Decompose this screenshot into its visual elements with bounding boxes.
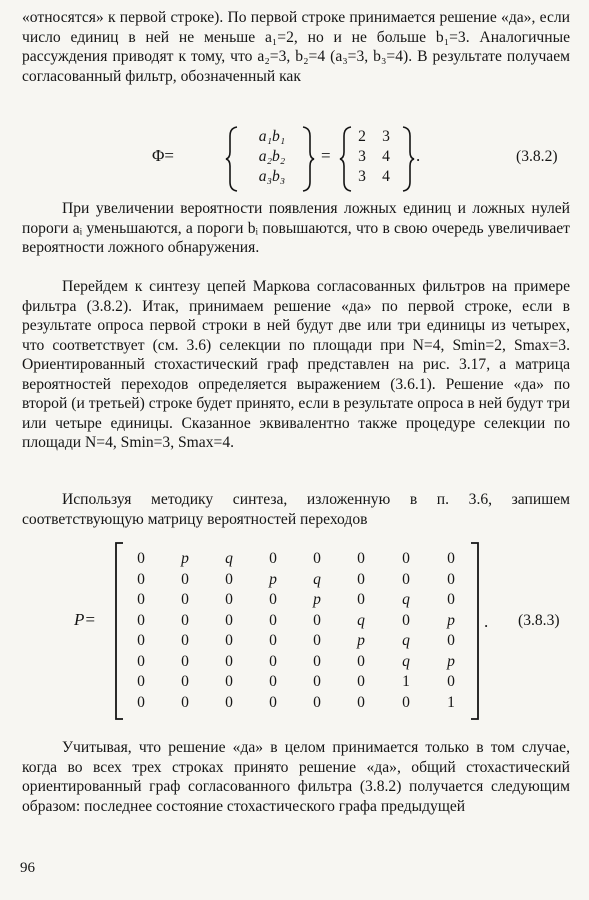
matrix-entry: 0 (137, 652, 145, 670)
phi-matrix-entry: 3 (382, 128, 390, 145)
phi-matrix-entry: 4 (382, 168, 390, 185)
matrix-entry: 0 (181, 611, 189, 629)
matrix-entry: 0 (313, 673, 321, 690)
matrix-entry: 0 (313, 611, 321, 629)
p-lhs: P= (74, 610, 96, 629)
matrix-entry: 0 (137, 550, 145, 567)
matrix-entry: q (402, 632, 410, 649)
paragraph-4: Используя методику синтеза, изложенную в п. 3.6, запишем соответствующую матрицу вероятностей переходов (22, 491, 570, 528)
matrix-entry: 0 (269, 673, 277, 690)
matrix-entry: 0 (357, 550, 365, 567)
matrix-entry: 0 (447, 632, 455, 649)
matrix-entry: 0 (225, 632, 233, 649)
matrix-entry: 0 (225, 611, 233, 629)
phi-left-entry: a₃b₃ (258, 168, 286, 185)
matrix-entry: 0 (137, 632, 145, 649)
matrix-entry: 0 (181, 632, 189, 649)
matrix-entry: q (402, 652, 410, 670)
matrix-entry: p (447, 652, 455, 670)
matrix-entry: 0 (269, 591, 277, 608)
matrix-entry: 0 (269, 693, 277, 711)
phi-matrix-entry: 3 (358, 148, 366, 165)
matrix-entry: p (357, 632, 365, 649)
matrix-entry: 0 (225, 652, 233, 670)
matrix-entry: 0 (402, 693, 410, 711)
matrix-entry: 0 (225, 673, 233, 690)
matrix-entry: q (357, 611, 365, 629)
page-number: 96 (20, 860, 35, 876)
matrix-entry: 0 (225, 591, 233, 608)
matrix-entry: 0 (269, 632, 277, 649)
matrix-entry: 1 (447, 693, 455, 711)
phi-left-entry: a₁b₁ (258, 128, 286, 145)
matrix-left-bracket (114, 542, 124, 720)
matrix-entry: 0 (402, 570, 410, 588)
matrix-entry: 0 (357, 652, 365, 670)
matrix-entry: 0 (181, 673, 189, 690)
phi-period: . (416, 146, 421, 165)
matrix-entry: 0 (137, 673, 145, 690)
matrix-entry: q (313, 570, 321, 588)
matrix-right-bracket (470, 542, 480, 720)
left-brace-close (300, 126, 316, 192)
matrix-entry: 0 (225, 693, 233, 711)
paragraph-5: Учитывая, что решение «да» в целом принимается только в том случае, когда во всех трех строках принято решение «да», общий стохастический ориентированный граф согласованного фильтра (3.8.2) получается следующим образом: последнее состояние стохастического графа предыдущей (22, 739, 570, 815)
paragraph-2: При увеличении вероятности появления ложных единиц и ложных нулей пороги aᵢ уменьшаются, а пороги bᵢ повышаются, что в свою очередь увеличивает вероятности ложного обнаружения. (22, 200, 570, 256)
matrix-entry: 0 (225, 570, 233, 588)
matrix-entry: 0 (269, 611, 277, 629)
matrix-entry: 0 (402, 550, 410, 567)
matrix-entry: 0 (357, 570, 365, 588)
matrix-entry: 0 (313, 632, 321, 649)
matrix-entry: q (402, 591, 410, 608)
matrix-period: . (484, 612, 489, 631)
equation-number-3-8-2: (3.8.2) (516, 148, 558, 165)
matrix-entry: 0 (181, 570, 189, 588)
matrix-entry: 0 (313, 693, 321, 711)
equation-number-3-8-3: (3.8.3) (518, 612, 560, 629)
equation-3-8-3 (0, 538, 589, 723)
paragraph-1: «относятся» к первой строке). По первой строке принимается решение «да», если число единиц в ней не меньше a₁=2, но и не больше b₁=3. Аналогичные рассуждения приводят к тому, что a₂=3, b₂=4 (a₃=3, b₃=4). В результате получаем согласованный фильтр, обозначенный как (22, 9, 570, 85)
phi-lhs: Φ= (152, 146, 175, 165)
matrix-entry: 0 (137, 591, 145, 608)
left-brace-open (224, 126, 240, 192)
matrix-entry: 0 (447, 591, 455, 608)
matrix-entry: 0 (269, 652, 277, 670)
matrix-entry: 0 (357, 693, 365, 711)
matrix-entry: 0 (402, 611, 410, 629)
equation-3-8-2 (0, 124, 589, 194)
right-brace-close (400, 126, 416, 192)
matrix-entry: p (269, 570, 277, 588)
phi-left-entry: a₂b₂ (258, 148, 286, 165)
matrix-entry: 0 (137, 611, 145, 629)
matrix-entry: 0 (181, 652, 189, 670)
paragraph-3: Перейдем к синтезу цепей Маркова согласованных фильтров на примере фильтра (3.8.2). Итак, принимаем решение «да» по первой строке, если в результате опроса первой строки в ней будут две или три единицы из четырех, что соответствует (см. 3.6) селекции по площади при N=4, Smin=2, Smax=3. Ориентированный стохастический граф представлен на рис. 3.17, а матрица вероятностей переходов определяется выражением (3.6.1). Решение «да» по второй (и третьей) строке будет принято, если в результате опроса в ней будут три или четыре единицы. Сказанное эквивалентно также процедуре селекции по площади N=4, Smin=3, Smax=4. (22, 278, 570, 451)
matrix-entry: 0 (357, 591, 365, 608)
matrix-entry: 0 (447, 570, 455, 588)
matrix-entry: p (447, 611, 455, 629)
matrix-entry: 0 (181, 591, 189, 608)
matrix-entry: 0 (447, 673, 455, 690)
matrix-entry: p (313, 591, 321, 608)
matrix-entry: 0 (181, 693, 189, 711)
phi-matrix-entry: 3 (358, 168, 366, 185)
phi-matrix-entry: 4 (382, 148, 390, 165)
matrix-entry: 0 (269, 550, 277, 567)
matrix-entry: 0 (137, 570, 145, 588)
equals-sign: = (321, 146, 331, 165)
matrix-entry: 0 (137, 693, 145, 711)
matrix-entry: q (225, 550, 233, 567)
matrix-entry: 0 (313, 652, 321, 670)
matrix-entry: 0 (357, 673, 365, 690)
matrix-entry: 1 (402, 673, 410, 690)
matrix-entry: 0 (447, 550, 455, 567)
matrix-entry: p (181, 550, 189, 567)
phi-matrix-entry: 2 (358, 128, 366, 145)
matrix-entry: 0 (313, 550, 321, 567)
